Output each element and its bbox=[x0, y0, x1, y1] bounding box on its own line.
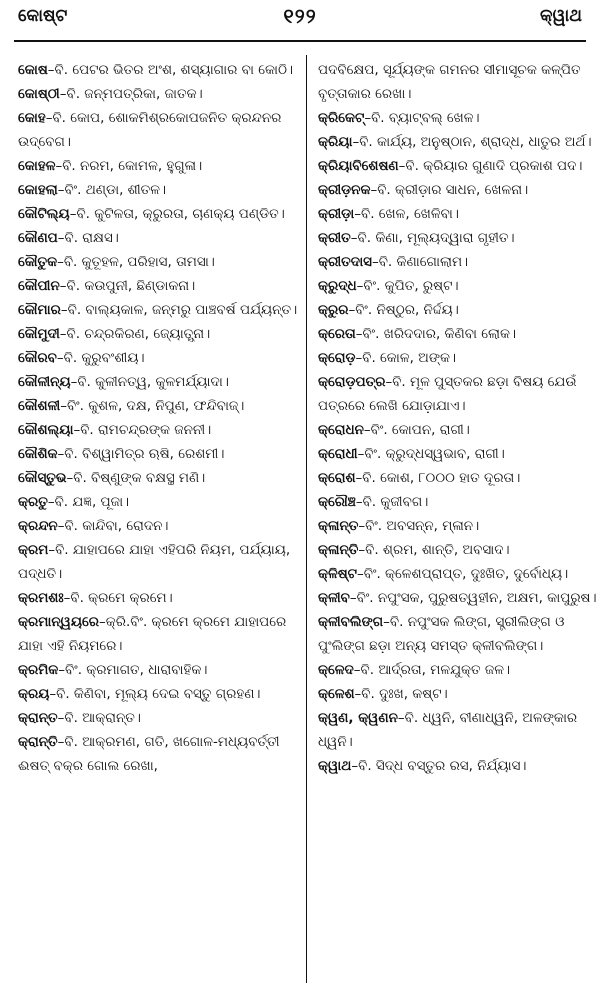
dictionary-entry bbox=[18, 490, 298, 514]
entry-headword: କ୍ରୁର bbox=[318, 302, 349, 318]
dictionary-entry bbox=[18, 226, 298, 250]
entry-headword: କୌଶଲ୍ୟା bbox=[18, 422, 74, 438]
dictionary-entry bbox=[318, 322, 598, 346]
entry-headword: କୋହ bbox=[18, 110, 46, 126]
entry-headword: କ୍ରୋଡ଼ପତ୍ର bbox=[318, 374, 386, 390]
dictionary-entry bbox=[318, 178, 598, 202]
entry-definition: –ବିଂ. କୁଶଳ, ଦକ୍ଷ, ନିପୁଣ, ଫନ୍ଦିବାଜ୍‌। bbox=[60, 398, 245, 414]
dictionary-entry bbox=[18, 418, 298, 442]
dictionary-entry bbox=[318, 538, 598, 562]
entry-definition: –ବି. କଉପୁନୀ, ଛିଣ୍ଡାକନା। bbox=[59, 278, 196, 294]
entry-headword: କ୍ରେତା bbox=[318, 326, 356, 342]
entry-definition: –ବି. ଯାହାପରେ ଯାହା ଏହିପରି ନିୟମ, ପର୍ଯ୍ୟାୟ, ପଦ୍ଧତି। bbox=[18, 542, 291, 582]
entry-definition: ପଦବିକ୍ଷେପ, ସୂର୍ଯ୍ୟଙ୍କ ଗମନର ସୀମାସୂଚକ କଳ୍ପିତ ବୃତ୍ତାକାର ରେଖା। bbox=[318, 62, 581, 102]
entry-definition: –ବି. କୁରୁବଂଶୀୟ। bbox=[56, 350, 145, 366]
entry-headword: କୌଟିଲ୍ୟ bbox=[18, 206, 70, 222]
entry-definition: –କ୍ରି.ବିଂ. କ୍ରମେ କ୍ରମେ ଯାହାପରେ ଯାହା ଏହି ନିୟମରେ। bbox=[18, 614, 287, 654]
entry-headword: କ୍ରୀଡ଼ା bbox=[318, 206, 355, 222]
dictionary-entry bbox=[318, 706, 598, 754]
entry-headword: କୌଶିକ bbox=[18, 446, 58, 462]
entry-headword: କ୍ୱଣ, କ୍ୱଣନ bbox=[318, 710, 398, 726]
left-column bbox=[18, 58, 298, 778]
entry-definition: –ବି. ଆର୍ଦ୍ରତା, ମଳଯୁକ୍ତ ଜଳ। bbox=[353, 662, 511, 678]
dictionary-entry bbox=[318, 154, 598, 178]
entry-definition: –ବିଂ. କୋପନ, ରାଗୀ। bbox=[363, 422, 470, 438]
entry-definition: –ବି. ଚନ୍ଦ୍ରକିରଣ, ଜ୍ୟୋତ୍ସ୍ନା। bbox=[59, 326, 211, 342]
entry-definition: –ବିଂ. ଖରିଦଦାର, କିଣିବା ଲୋକ। bbox=[355, 326, 517, 342]
entry-headword: କ୍ରୁଦ୍ଧ bbox=[318, 278, 357, 294]
entry-headword: କ୍ରୌଞ୍ଚ bbox=[318, 494, 356, 510]
dictionary-entry bbox=[318, 562, 598, 586]
dictionary-entry bbox=[318, 514, 598, 538]
entry-headword: କ୍ଳେଶ bbox=[318, 686, 355, 702]
entry-headword: କ୍ରୀଡ଼ନକ bbox=[318, 182, 371, 198]
entry-definition: –ବିଂ. କ୍ରୁଦ୍ଧସ୍ୱଭାବ, ରାଗୀ। bbox=[357, 446, 505, 462]
dictionary-entry bbox=[318, 658, 598, 682]
dictionary-entry bbox=[18, 82, 298, 106]
dictionary-entry bbox=[318, 274, 598, 298]
entry-definition: –ବିଂ. କ୍ଳେଶପ୍ରାପ୍ତ, ଦୁଃଖିତ, ଦୁର୍ବୋଧ୍ୟ। bbox=[357, 566, 569, 582]
dictionary-entry bbox=[18, 178, 298, 202]
entry-headword: କୌଳୀନ୍ୟ bbox=[18, 374, 71, 390]
entry-headword: କୋହଲା bbox=[18, 182, 58, 198]
dictionary-entry bbox=[18, 154, 298, 178]
entry-definition: –ବିଂ. କ୍ରମାଗତ, ଧାରାବାହିକ। bbox=[58, 662, 208, 678]
entry-definition: –ବି. କୋଶ, ୮୦୦୦ ହାତ ଦୂରତା। bbox=[355, 470, 521, 486]
dictionary-entry bbox=[318, 466, 598, 490]
entry-headword: କ୍ରମଶଃ bbox=[18, 590, 64, 606]
entry-definition: –ବି. ବିଶ୍ୱାମିତ୍ର ଋଷି, ରେଶମୀ। bbox=[57, 446, 225, 462]
entry-definition: –ବି. କ୍ରିୟାର ଗୁଣାଦି ପ୍ରକାଶ ପଦ। bbox=[398, 158, 583, 174]
entry-definition: –ବି. ମୂଳ ପୁସ୍ତକର ଛଡ଼ା ବିଷୟ ଯେଉଁ ପତ୍ରରେ ଲେଖି ଯୋଡ଼ାଯାଏ। bbox=[318, 374, 577, 414]
header-rule bbox=[14, 40, 586, 42]
dictionary-entry bbox=[318, 370, 598, 418]
dictionary-entry bbox=[18, 202, 298, 226]
dictionary-entry bbox=[18, 730, 298, 778]
entry-headword: କ୍ରୋଡ଼ bbox=[318, 350, 356, 366]
entry-headword: କୌଶଳୀ bbox=[18, 398, 61, 414]
dictionary-entry bbox=[318, 58, 598, 106]
dictionary-entry bbox=[318, 418, 598, 442]
dictionary-entry bbox=[18, 106, 298, 154]
dictionary-entry bbox=[318, 586, 598, 610]
dictionary-entry bbox=[18, 274, 298, 298]
entry-definition: –ବି. ସିଦ୍ଧ ବସ୍ତୁର ରସ, ନିର୍ଯ୍ୟାସ। bbox=[351, 758, 527, 774]
entry-headword: କ୍ରୟ bbox=[18, 686, 50, 702]
dictionary-entry bbox=[18, 394, 298, 418]
entry-headword: କ୍ଳୀବ bbox=[318, 590, 350, 606]
dictionary-entry bbox=[18, 586, 298, 610]
entry-definition: –ବି. କୋଳ, ଅଙ୍କ। bbox=[355, 350, 457, 366]
dictionary-entry bbox=[18, 346, 298, 370]
dictionary-entry bbox=[18, 58, 298, 82]
entry-definition: –ବି. କୁଳୀନତ୍ୱ, କୁଳମର୍ଯ୍ୟାଦା। bbox=[70, 374, 229, 390]
dictionary-entry bbox=[18, 538, 298, 586]
entry-headword: କୌତୁକ bbox=[18, 254, 58, 270]
entry-headword: କ୍ଳାନ୍ତି bbox=[318, 542, 359, 558]
entry-headword: କ୍ରୀତ bbox=[318, 230, 351, 246]
entry-definition: –ବି. ଶ୍ରମ, ଶାନ୍ତି, ଅବସାଦ। bbox=[358, 542, 510, 558]
entry-definition: –ବି. ଆକ୍ରାନ୍ତ। bbox=[57, 710, 141, 726]
column-divider bbox=[306, 55, 307, 983]
right-column bbox=[318, 58, 598, 778]
dictionary-entry bbox=[18, 322, 298, 346]
entry-headword: କ୍ରତୁ bbox=[18, 494, 48, 510]
entry-headword: କ୍ରମ bbox=[18, 542, 49, 558]
entry-definition: –ବି. ନପୁଂସକ ଲିଙ୍ଗ, ସ୍ତ୍ରୀଲିଙ୍ଗ ଓ ପୁଂଲିଙ୍ଗ ଛଡ଼ା ଅନ୍ୟ ସମସ୍ତ କ୍ଳୀବଲିଙ୍ଗ। bbox=[318, 614, 565, 654]
entry-headword: କ୍ଳୀବଲିଙ୍ଗ bbox=[318, 614, 384, 630]
entry-headword: କ୍ରୋଶ bbox=[318, 470, 356, 486]
entry-definition: –ବିଂ. ନିଷ୍ଠୁର, ନିର୍ଦ୍ଦୟ। bbox=[348, 302, 459, 318]
entry-headword: କୌଣପ bbox=[18, 230, 58, 246]
entry-definition: –ବିଂ. କୁପିତ, ରୁଷ୍ଟ। bbox=[356, 278, 459, 294]
entry-headword: କୌସ୍ତୁଭ bbox=[18, 470, 67, 486]
dictionary-entry bbox=[18, 370, 298, 394]
dictionary-entry bbox=[18, 514, 298, 538]
entry-headword: କୌମୁଦୀ bbox=[18, 326, 60, 342]
entry-definition: –ବି. ଧ୍ୱନି, ବୀଣାଧ୍ୱନି, ଅଳଙ୍କାର ଧ୍ୱନି। bbox=[318, 710, 578, 750]
entry-headword: କ୍ଳିଷ୍ଟ bbox=[318, 566, 358, 582]
entry-headword: କୌମାର bbox=[18, 302, 61, 318]
entry-headword: କୋଷ୍ଠୀ bbox=[18, 86, 60, 102]
entry-headword: କ୍ଳାନ୍ତ bbox=[318, 518, 359, 534]
entry-definition: –ବି. ଖେଳ, ଖେଳିବା। bbox=[354, 206, 459, 222]
entry-definition: –ବି. ବାଲ୍ୟକାଳ, ଜନ୍ମରୁ ପାଞ୍ଚବର୍ଷ ପର୍ଯ୍ୟନ୍ତ। bbox=[60, 302, 298, 318]
dictionary-entry bbox=[318, 250, 598, 274]
entry-definition: –ବି. କ୍ରୀଡ଼ାର ସାଧନ, ଖେଳନା। bbox=[370, 182, 529, 198]
dictionary-entry bbox=[318, 130, 598, 154]
entry-definition: –ବି. ରାକ୍ଷସ। bbox=[57, 230, 119, 246]
entry-headword: କ୍ଳେଦ bbox=[318, 662, 354, 678]
entry-definition: –ବି. କିଣାଗୋଲାମ। bbox=[371, 254, 469, 270]
entry-headword: କ୍ରିୟାବିଶେଷଣ bbox=[318, 158, 399, 174]
dictionary-entry bbox=[18, 442, 298, 466]
entry-headword: କ୍ରାନ୍ତ bbox=[18, 710, 58, 726]
entry-definition: –ବି. ବ୍ୟାଟ୍‌ବଲ୍ ଖେଳ। bbox=[364, 110, 480, 126]
entry-definition: –ବି. କାନ୍ଦିବା, ରୋଦନ। bbox=[57, 518, 169, 534]
dictionary-entry bbox=[18, 658, 298, 682]
entry-headword: କୋହଳ bbox=[18, 158, 56, 174]
entry-headword: କ୍ରାନ୍ତି bbox=[18, 734, 58, 750]
right-running-head: କ୍ୱାଥ bbox=[540, 6, 582, 26]
entry-definition: –ବି. ଜନ୍ମପତ୍ରିକା, ଜାତକ। bbox=[59, 86, 203, 102]
entry-definition: –ବି. ବିଷ୍ଣୁଙ୍କ ବକ୍ଷସ୍ଥ ମଣି। bbox=[66, 470, 206, 486]
dictionary-entry bbox=[318, 226, 598, 250]
dictionary-entry bbox=[318, 442, 598, 466]
entry-definition: –ବି. କିଣା, ମୂଲ୍ୟଦ୍ୱାରା ଗୃହୀତ। bbox=[350, 230, 515, 246]
entry-definition: –ବି. କୋପ, ଶୋକମିଶ୍ରକୋପଜନିତ କ୍ରନ୍ଦନର ଉଦ୍‌ବେଗ। bbox=[18, 110, 282, 150]
dictionary-entry bbox=[318, 610, 598, 658]
entry-headword: କ୍ରୋଧନ bbox=[318, 422, 364, 438]
entry-definition: –ବି. ନରମ, କୋମଳ, ହୁଗୁଳା। bbox=[55, 158, 203, 174]
entry-headword: କୋଷ bbox=[18, 62, 48, 78]
page-number: ୧୨୨ bbox=[283, 4, 317, 28]
entry-definition: –ବି. କାର୍ଯ୍ୟ, ଅନୁଷ୍ଠାନ, ଶ୍ରାଦ୍ଧ, ଧାତୁର ଅର୍ଥ। bbox=[352, 134, 592, 150]
dictionary-entry bbox=[18, 466, 298, 490]
entry-definition: –ବି. କିଣିବା, ମୂଲ୍ୟ ଦେଇ ବସ୍ତୁ ଗ୍ରହଣ। bbox=[49, 686, 261, 702]
dictionary-entry bbox=[318, 202, 598, 226]
entry-headword: କ୍ରିକେଟ୍ bbox=[318, 110, 365, 126]
dictionary-entry bbox=[18, 682, 298, 706]
entry-headword: କୌପୀନ bbox=[18, 278, 60, 294]
entry-definition: –ବି. କ୍ରମେ କ୍ରମେ। bbox=[63, 590, 173, 606]
dictionary-entry bbox=[318, 490, 598, 514]
page-header bbox=[0, 0, 600, 44]
entry-definition: –ବିଂ. ଅବସନ୍ନ, ମ୍ଳାନ। bbox=[358, 518, 480, 534]
entry-headword: କ୍ରୀତଦାସ bbox=[318, 254, 372, 270]
entry-definition: –ବି. କୁଜୀବଗ। bbox=[355, 494, 429, 510]
entry-definition: –ବି. କୁତୂହଳ, ପରିହାସ, ତାମସା। bbox=[57, 254, 215, 270]
dictionary-entry bbox=[318, 346, 598, 370]
entry-definition: –ବି. ରାମଚନ୍ଦ୍ରଙ୍କ ଜନନୀ। bbox=[73, 422, 212, 438]
entry-headword: କ୍ୱାଥ bbox=[318, 758, 352, 774]
dictionary-entry bbox=[318, 106, 598, 130]
entry-headword: କୌରବ bbox=[18, 350, 57, 366]
entry-headword: କ୍ରମାନ୍ୱୟରେ bbox=[18, 614, 100, 630]
dictionary-entry bbox=[18, 250, 298, 274]
entry-definition: –ବି. ଯଜ୍ଞ, ପୂଜା। bbox=[47, 494, 130, 510]
entry-definition: –ବିଂ. ନପୁଂସକ, ପୁରୁଷତ୍ୱହୀନ, ଅକ୍ଷମ, କାପୁରୁଷ। bbox=[349, 590, 597, 606]
entry-definition: –ବି. ଦୁଃଖ, କଷ୍ଟ। bbox=[354, 686, 448, 702]
entry-headword: କ୍ରିୟା bbox=[318, 134, 353, 150]
entry-definition: –ବି. କୁଟିଳତା, କ୍ରୁରତା, ଚାଣକ୍ୟ ପଣ୍ଡିତ। bbox=[69, 206, 285, 222]
dictionary-entry bbox=[318, 682, 598, 706]
entry-headword: କ୍ରନ୍ଦନ bbox=[18, 518, 58, 534]
dictionary-entry bbox=[18, 298, 298, 322]
dictionary-entry bbox=[18, 610, 298, 658]
dictionary-entry bbox=[318, 754, 598, 778]
dictionary-entry bbox=[18, 706, 298, 730]
dictionary-entry bbox=[318, 298, 598, 322]
entry-definition: –ବି. ଆକ୍ରମଣ, ଗତି, ଖଗୋଳ-ମଧ୍ୟବର୍ତ୍ତୀ ଈଷତ୍ ବକ୍ର ଗୋଲ ରେଖା, bbox=[18, 734, 280, 774]
entry-definition: –ବିଂ. ଥଣ୍ଡା, ଶୀତଳ। bbox=[57, 182, 167, 198]
entry-headword: କ୍ରୋଧୀ bbox=[318, 446, 358, 462]
entry-definition: –ବି. ପେଟର ଭିତର ଅଂଶ, ଶସ୍ୟାଗାର ବା କୋଠି। bbox=[47, 62, 294, 78]
left-running-head: କୋଷ୍ଟ bbox=[18, 6, 68, 26]
entry-headword: କ୍ରମିକ bbox=[18, 662, 59, 678]
